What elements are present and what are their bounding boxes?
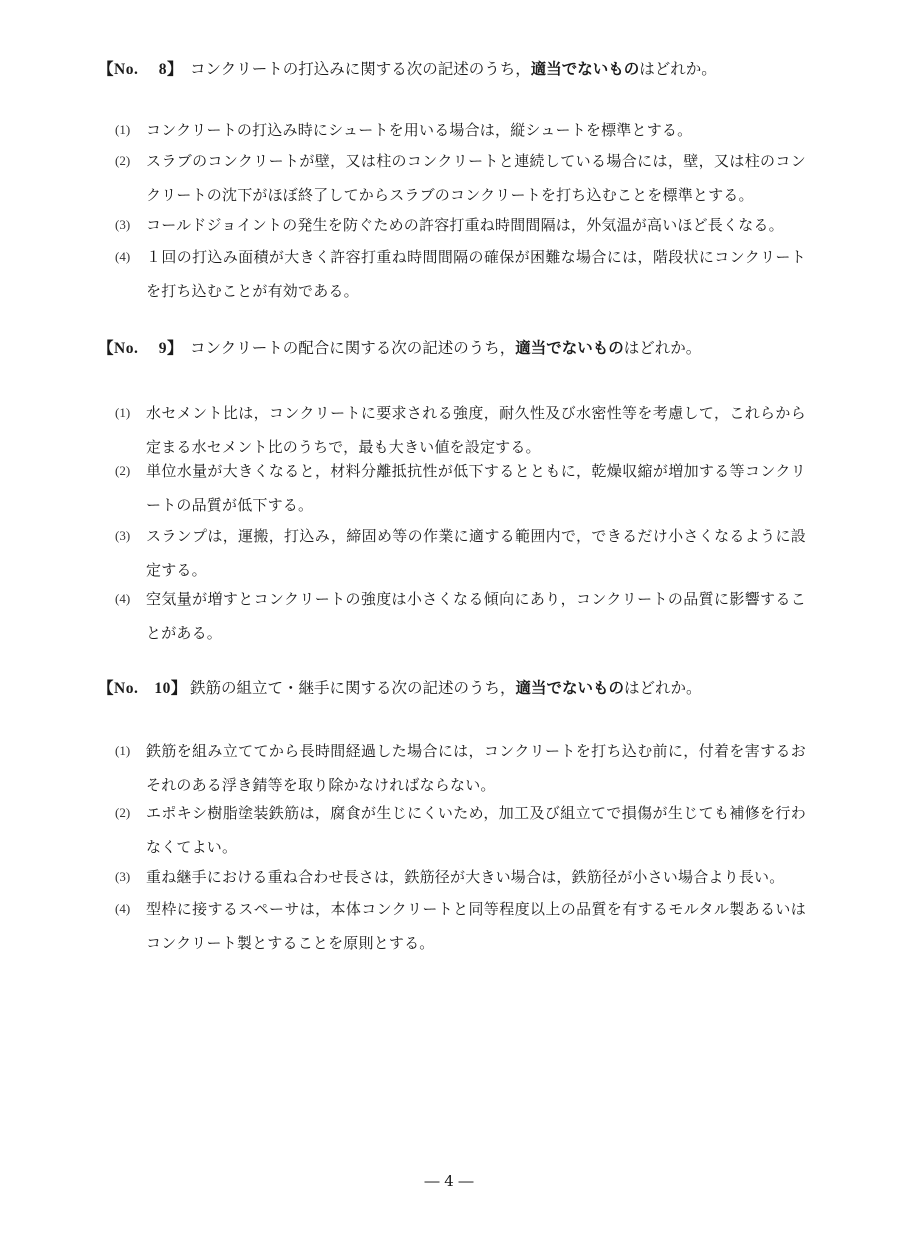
question-title: コンクリートの配合に関する次の記述のうち， [190,339,516,357]
option-number: (1) [115,743,131,758]
option-number: (1) [115,405,131,420]
option-text: 単位水量が大きくなると，材料分離抵抗性が低下するとともに，乾燥収縮が増加する等コンクリートの品質が低下する。 [146,462,806,514]
option-number: (4) [115,591,131,606]
option-text: エポキシ樹脂塗装鉄筋は，腐食が生じにくいため，加工及び組立てで損傷が生じても補修を行わなくてよい。 [146,804,806,856]
option-text: コンクリートの打込み時にシュートを用いる場合は，縦シュートを標準とする。 [146,121,693,139]
option-text: スラブのコンクリートが壁，又は柱のコンクリートと連続している場合には，壁，又は柱のコンクリートの沈下がほぼ終了してからスラブのコンクリートを打ち込むことを標準とする。 [146,152,806,204]
option-number: (2) [115,153,131,168]
option-text: １回の打込み面積が大きく許容打重ね時間間隔の確保が困難な場合には，階段状にコンクリートを打ち込むことが有効である。 [146,248,806,300]
option-text: 重ね継手における重ね合わせ長さは，鉄筋径が大きい場合は，鉄筋径が小さい場合より長い。 [146,868,785,886]
option-text: コールドジョイントの発生を防ぐための許容打重ね時間間隔は，外気温が高いほど長くなる。 [146,216,784,234]
question-number: 【No. 8】 [98,61,183,78]
option-number: (2) [115,463,131,478]
question-title-end: はどれか。 [639,60,717,78]
option-text: 鉄筋を組み立ててから長時間経過した場合には，コンクリートを打ち込む前に，付着を害するおそれのある浮き錆等を取り除かなければならない。 [146,742,806,794]
question-title-end: はどれか。 [623,339,702,357]
option-number: (2) [115,805,131,820]
question-10-heading [98,677,818,700]
question-number: 【No. 10】 [98,680,187,697]
option-number: (3) [115,869,131,884]
option-text: 空気量が増すとコンクリートの強度は小さくなる傾向にあり，コンクリートの品質に影響することがある。 [146,590,806,642]
question-9-heading [98,337,818,360]
option-number: (4) [115,901,131,916]
question-title-end: はどれか。 [624,679,702,697]
question-emphasis: 適当でないもの [530,60,640,78]
question-emphasis: 適当でないもの [515,339,624,357]
option-number: (3) [115,528,131,543]
option-number: (4) [115,249,131,264]
option-text: 水セメント比は，コンクリートに要求される強度，耐久性及び水密性等を考慮して，これらから定まる水セメント比のうちで，最も大きい値を設定する。 [146,404,806,456]
option-text: 型枠に接するスペーサは，本体コンクリートと同等程度以上の品質を有するモルタル製あるいはコンクリート製とすることを原則とする。 [146,900,806,952]
question-number: 【No. 9】 [98,340,183,357]
question-8-heading [98,58,818,81]
option-text: スランプは，運搬，打込み，締固め等の作業に適する範囲内で，できるだけ小さくなるように設定する。 [146,527,806,579]
option-number: (1) [115,122,131,137]
page-number: ― 4 ― [424,1172,474,1190]
question-emphasis: 適当でないもの [515,679,625,697]
question-title: コンクリートの打込みに関する次の記述のうち， [190,60,531,78]
question-title: 鉄筋の組立て・継手に関する次の記述のうち， [190,679,516,697]
option-number: (3) [115,217,131,232]
